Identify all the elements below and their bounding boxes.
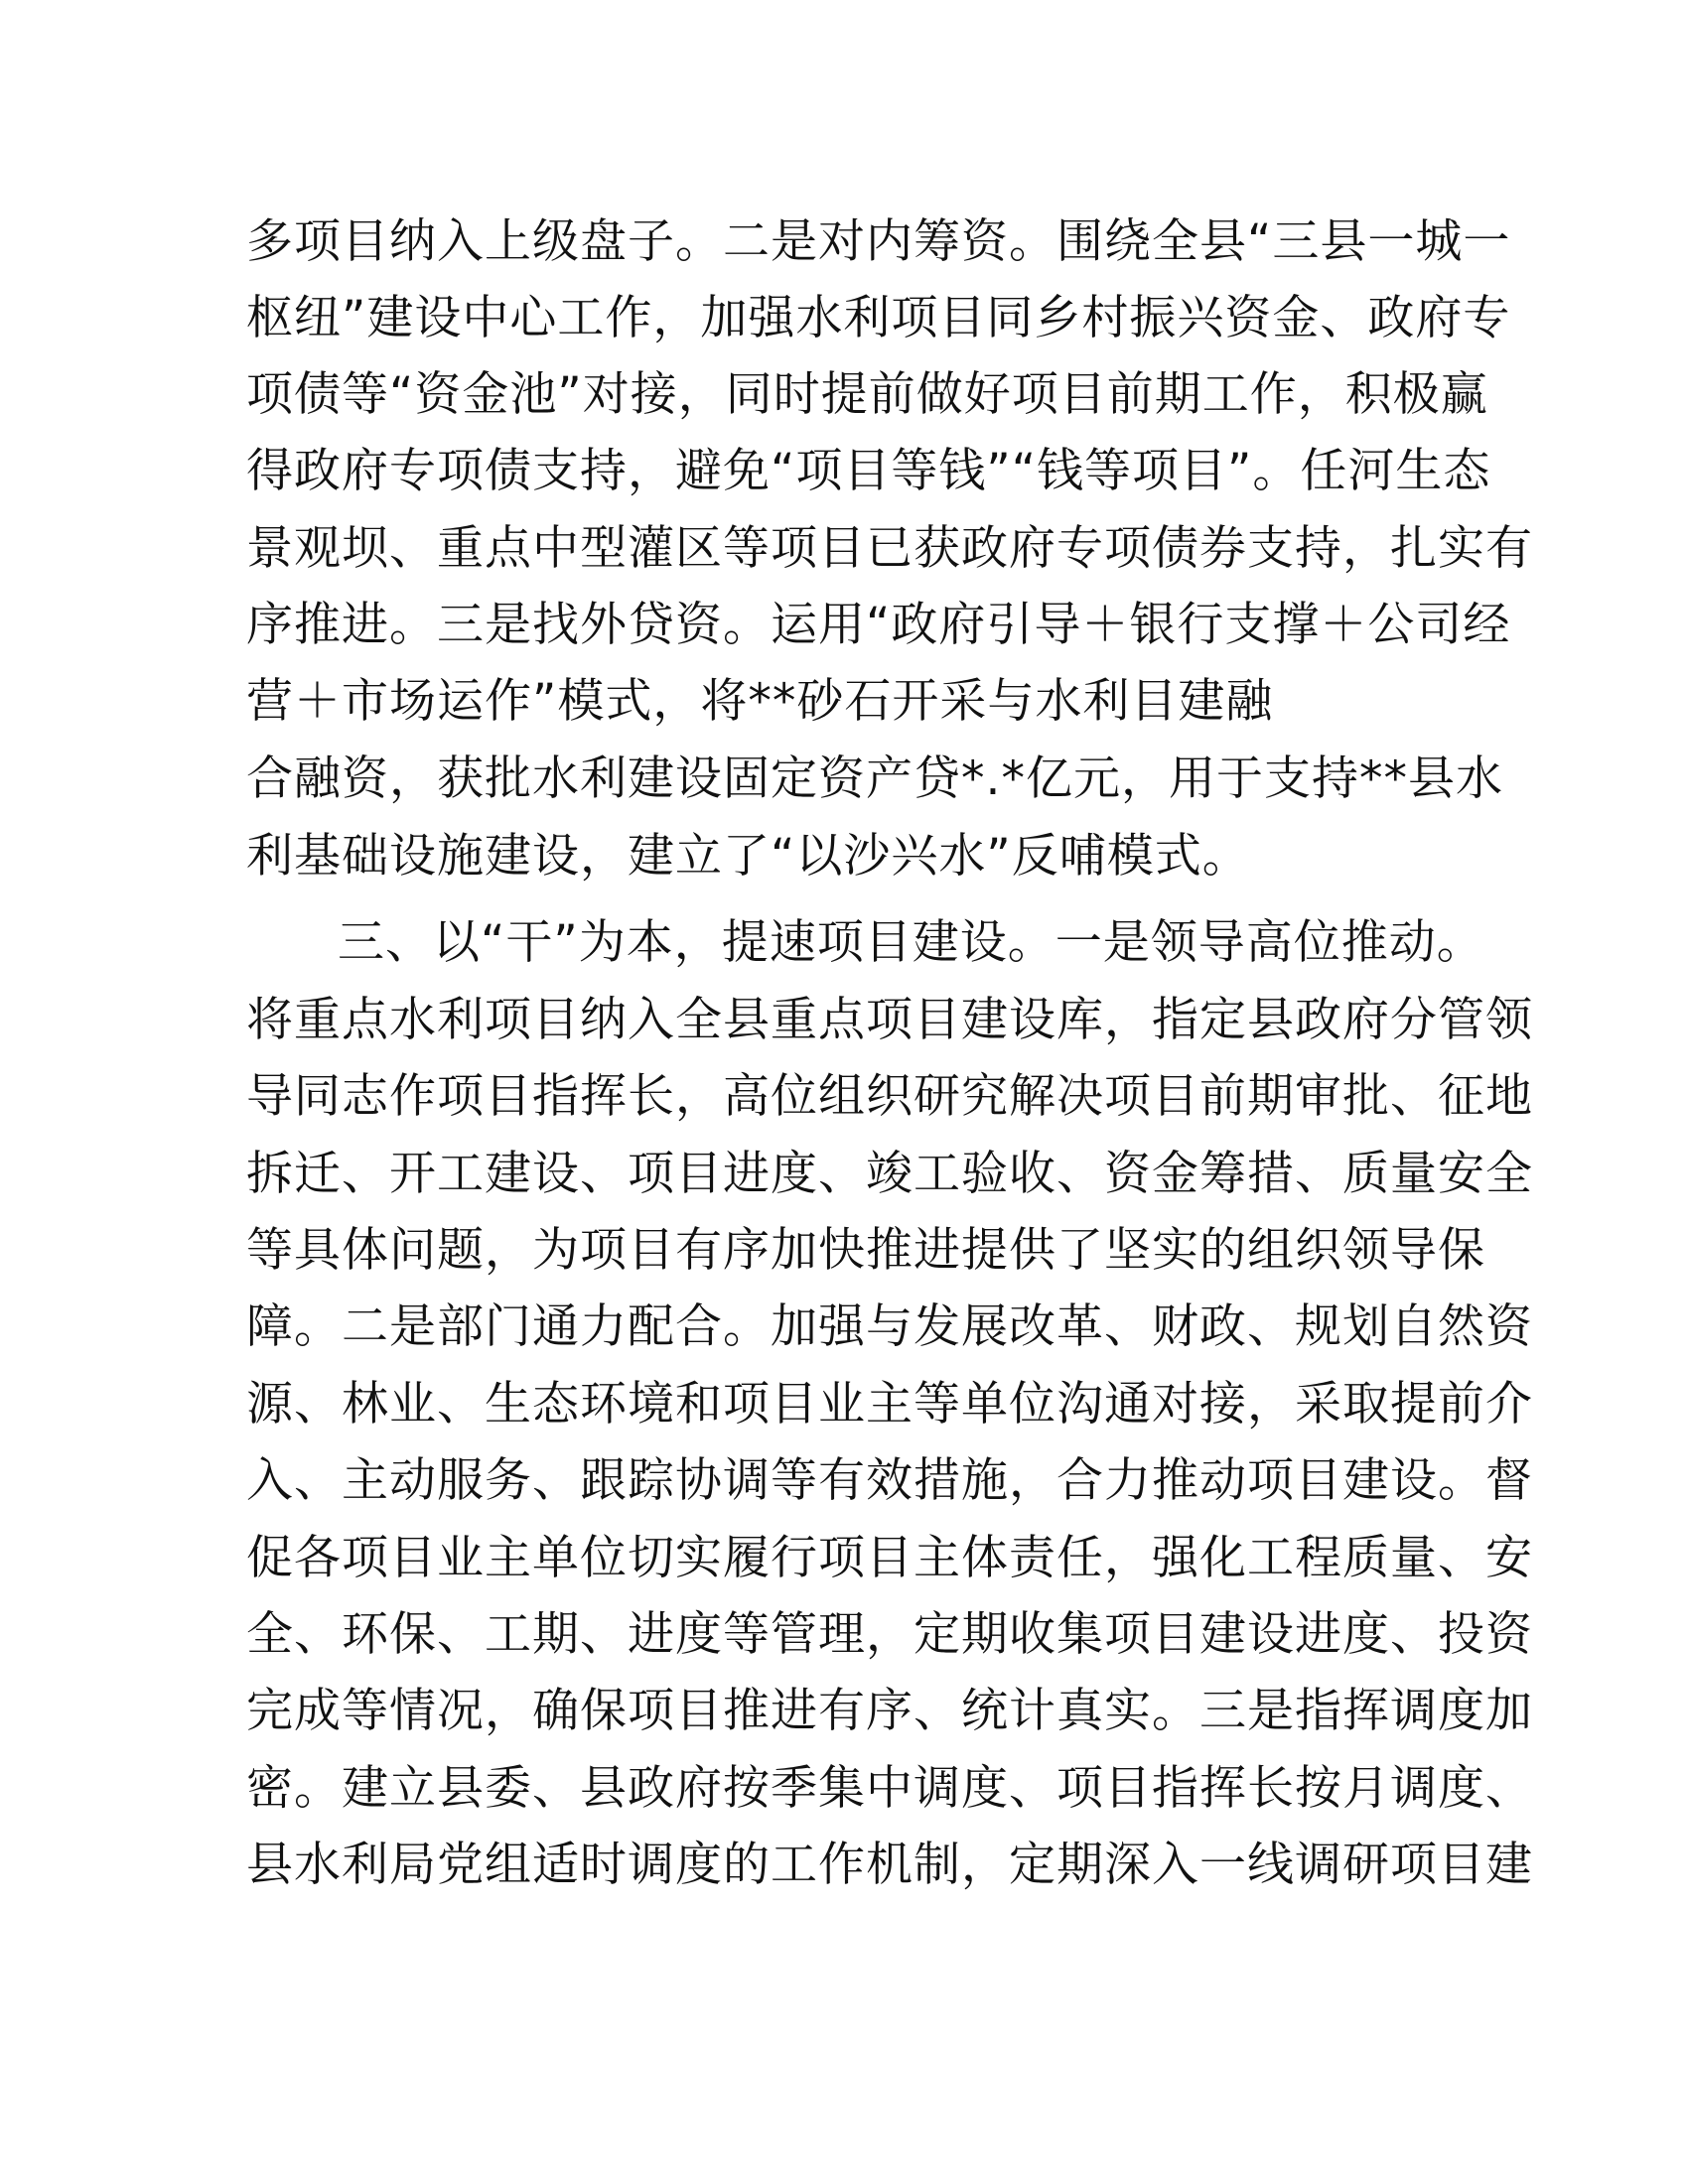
text-line: 入、主动服务、跟踪协调等有效措施，合力推动项目建设。督 bbox=[246, 1453, 1533, 1508]
text-line: 利基础设施建设，建立了“以沙兴水”反哺模式。 bbox=[246, 829, 1250, 884]
text-line: 导同志作项目指挥长，高位组织研究解决项目前期审批、征地 bbox=[246, 1069, 1533, 1124]
text-line: 将重点水利项目纳入全县重点项目建设库，指定县政府分管领 bbox=[246, 993, 1533, 1047]
text-line: 多项目纳入上级盘子。二是对内筹资。围绕全县“三县一城一 bbox=[246, 214, 1511, 269]
text-line: 县水利局党组适时调度的工作机制，定期深入一线调研项目建 bbox=[246, 1838, 1533, 1892]
text-line: 拆迁、开工建设、项目进度、竣工验收、资金筹措、质量安全 bbox=[246, 1147, 1533, 1201]
text-line: 景观坝、重点中型灌区等项目已获政府专项债券支持，扎实有 bbox=[246, 521, 1533, 576]
section-heading-line: 三、以“干”为本，提速项目建设。一是领导高位推动。 bbox=[338, 915, 1484, 970]
text-line: 密。建立县委、县政府按季集中调度、项目指挥长按月调度、 bbox=[246, 1761, 1533, 1816]
text-line: 营＋市场运作”模式，将**砂石开采与水利目建融 bbox=[246, 674, 1274, 729]
text-line: 完成等情况，确保项目推进有序、统计真实。三是指挥调度加 bbox=[246, 1684, 1533, 1738]
text-line: 合融资，获批水利建设固定资产贷*.*亿元，用于支持**县水 bbox=[246, 751, 1503, 806]
text-line: 序推进。三是找外贷资。运用“政府引导＋银行支撑＋公司经 bbox=[246, 598, 1511, 652]
text-line: 等具体问题，为项目有序加快推进提供了坚实的组织领导保 bbox=[246, 1223, 1485, 1278]
text-line: 枢纽”建设中心工作，加强水利项目同乡村振兴资金、政府专 bbox=[246, 291, 1511, 345]
text-line: 项债等“资金池”对接，同时提前做好项目前期工作，积极赢 bbox=[246, 367, 1488, 422]
text-line: 全、环保、工期、进度等管理，定期收集项目建设进度、投资 bbox=[246, 1607, 1533, 1662]
text-line: 源、林业、生态环境和项目业主等单位沟通对接，采取提前介 bbox=[246, 1377, 1533, 1432]
text-line: 得政府专项债支持，避免“项目等钱”“钱等项目”。任河生态 bbox=[246, 444, 1491, 498]
text-line: 促各项目业主单位切实履行项目主体责任，强化工程质量、安 bbox=[246, 1531, 1533, 1585]
text-line: 障。二是部门通力配合。加强与发展改革、财政、规划自然资 bbox=[246, 1299, 1533, 1354]
